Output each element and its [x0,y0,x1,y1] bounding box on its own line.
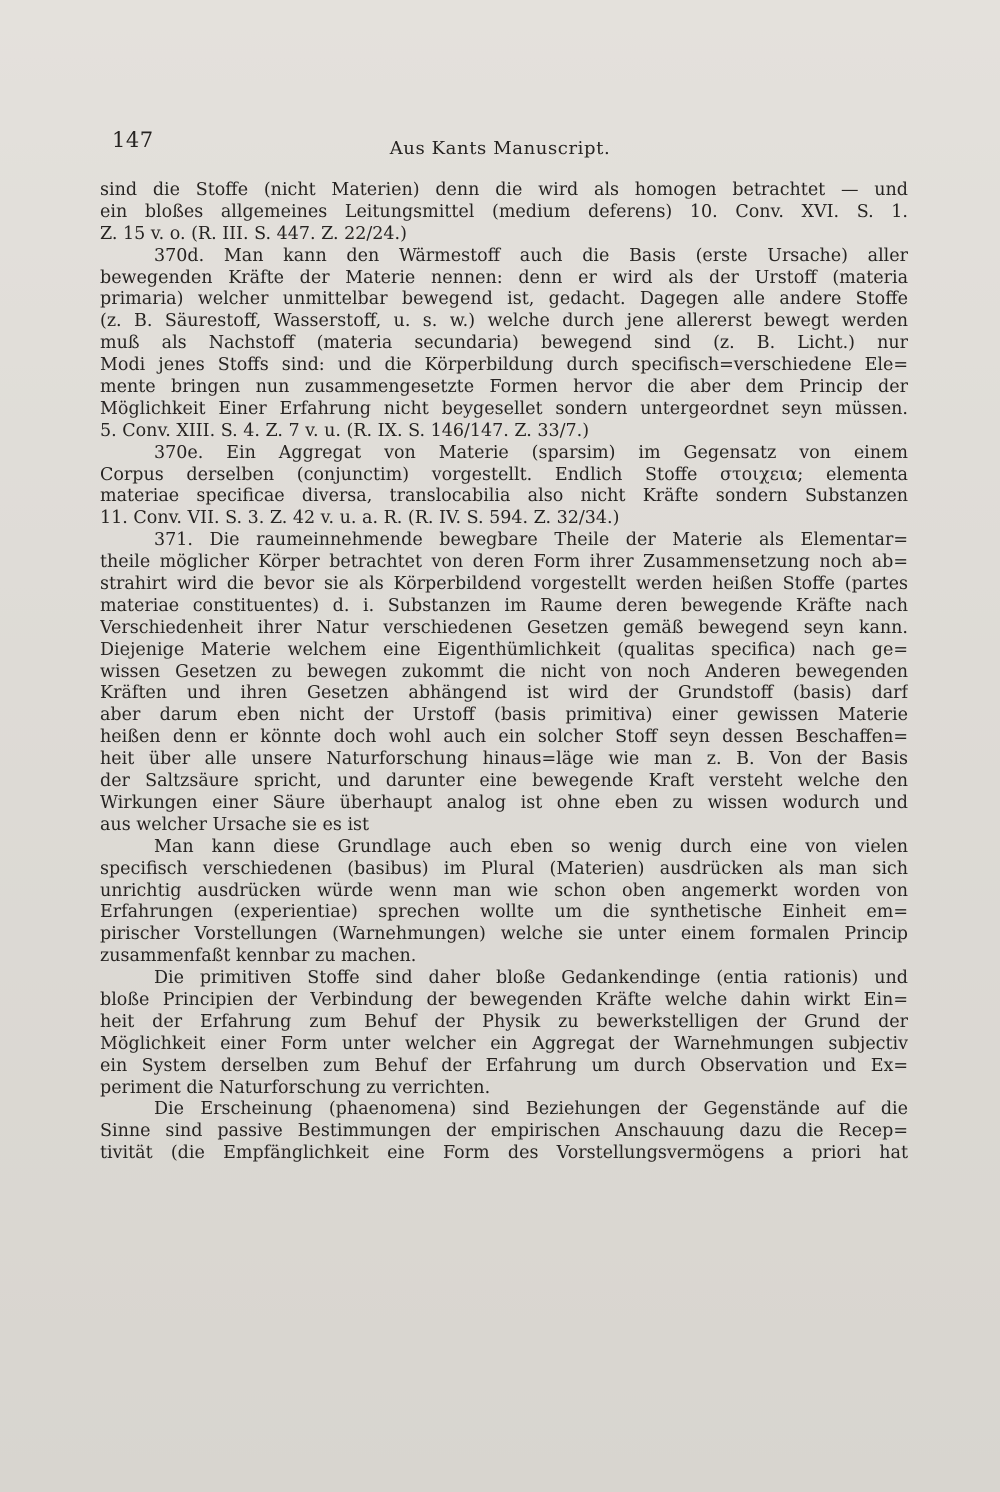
text-line: ein System derselben zum Behuf der Erfahrung um durch Observation und Ex= [100,1055,908,1076]
text-line: Die Erscheinung (phaenomena) sind Beziehungen der Gegenstände auf die [154,1099,908,1120]
text-line: heißen denn er könnte doch wohl auch ein solcher Stoff seyn dessen Beschaffen= [100,727,908,748]
text-line: Diejenige Materie welchem eine Eigenthümlichkeit (qualitas specifica) nach ge= [100,639,908,660]
text-line: Corpus derselben (conjunctim) vorgestellt. Endlich Stoffe στοιχεια; elementa [100,464,908,485]
text-line: strahirt wird die bevor sie als Körperbildend vorgestellt werden heißen Stoffe (partes [100,574,908,595]
text-line: heit der Erfahrung zum Behuf der Physik zu bewerkstelligen der Grund der [100,1011,908,1032]
text-line: aus welcher Ursache sie es ist [100,814,370,835]
text-line: Möglichkeit einer Form unter welcher ein Aggregat der Warnehmungen subjectiv [100,1033,908,1054]
text-line: 371. Die raumeinnehmende bewegbare Theile der Materie als Elementar= [154,530,908,551]
text-line: bloße Principien der Verbindung der bewegenden Kräfte welche dahin wirkt Ein= [100,989,908,1010]
text-line: Erfahrungen (experientiae) sprechen wollte um die synthetische Einheit em= [100,902,908,923]
text-line: sind die Stoffe (nicht Materien) denn die wird als homogen betrachtet — und [100,180,908,200]
text-line: Möglichkeit Einer Erfahrung nicht beygesellet sondern untergeordnet seyn müssen. [100,398,908,419]
text-line: tivität (die Empfänglichkeit eine Form des Vorstellungsvermögens a priori hat [100,1143,908,1164]
text-line: Z. 15 v. o. (R. III. S. 447. Z. 22/24.) [100,223,407,244]
text-line: Die primitiven Stoffe sind daher bloße Gedankendinge (entia rationis) und [154,968,908,989]
text-line: theile möglicher Körper betrachtet von deren Form ihrer Zusammensetzung noch ab= [100,552,908,573]
text-line: muß als Nachstoff (materia secundaria) bewegend sind (z. B. Licht.) nur [100,333,908,354]
text-line: 370e. Ein Aggregat von Materie (sparsim) im Gegensatz von einem [154,442,908,463]
text-line: mente bringen nun zusammengesetzte Formen hervor die aber dem Princip der [100,377,908,398]
text-line: unrichtig ausdrücken würde wenn man wie schon oben angemerkt worden von [100,880,908,901]
text-line: materiae specificae diversa, translocabilia also nicht Kräfte sondern Substanzen [100,486,908,507]
text-line: Sinne sind passive Bestimmungen der empirischen Anschauung dazu die Recep= [100,1121,908,1142]
running-title: Aus Kants Manuscript. [389,138,611,159]
text-line: bewegenden Kräfte der Materie nennen: denn er wird als der Urstoff (materia [100,267,908,288]
text-line: aber darum eben nicht der Urstoff (basis primitiva) einer gewissen Materie [100,705,908,726]
text-line: Wirkungen einer Säure überhaupt analog ist ohne eben zu wissen wodurch und [100,792,908,813]
text-line: der Saltzsäure spricht, und darunter eine bewegende Kraft versteht welche den [100,771,908,792]
body-text [100,180,908,1165]
text-line: ein bloßes allgemeines Leitungsmittel (medium deferens) 10. Conv. XVI. S. 1. [100,201,908,222]
text-line: periment die Naturforschung zu verrichten. [100,1077,491,1098]
text-line: 11. Conv. VII. S. 3. Z. 42 v. u. a. R. (R. IV. S. 594. Z. 32/34.) [100,508,620,529]
text-line: Verschiedenheit ihrer Natur verschiedenen Gesetzen gemäß bewegend seyn kann. [100,617,908,638]
text-line: primaria) welcher unmittelbar bewegend ist, gedacht. Dagegen alle andere Stoffe [100,289,908,310]
text-line: 5. Conv. XIII. S. 4. Z. 7 v. u. (R. IX. S. 146/147. Z. 33/7.) [100,420,590,441]
text-line: pirischer Vorstellungen (Warnehmungen) welche sie unter einem formalen Princip [100,924,908,945]
page-number: 147 [112,128,154,152]
text-line: Kräften und ihren Gesetzen abhängend ist wird der Grundstoff (basis) darf [100,683,908,704]
text-line: zusammenfaßt kennbar zu machen. [100,946,417,967]
text-line: 370d. Man kann den Wärmestoff auch die Basis (erste Ursache) aller [154,245,908,266]
text-line: wissen Gesetzen zu bewegen zukommt die nicht von noch Anderen bewegenden [100,661,908,682]
text-line: materiae constituentes) d. i. Substanzen im Raume deren bewegende Kräfte nach [100,595,908,616]
text-line: Man kann diese Grundlage auch eben so wenig durch eine von vielen [154,836,908,857]
text-line: (z. B. Säurestoff, Wasserstoff, u. s. w.) welche durch jene allererst bewegt werden [100,311,908,332]
text-line: specifisch verschiedenen (basibus) im Plural (Materien) ausdrücken als man sich [100,858,908,879]
text-line: heit über alle unsere Naturforschung hinaus=läge wie man z. B. Von der Basis [100,749,908,770]
text-line: Modi jenes Stoffs sind: und die Körperbildung durch specifisch=verschiedene Ele= [100,355,908,376]
